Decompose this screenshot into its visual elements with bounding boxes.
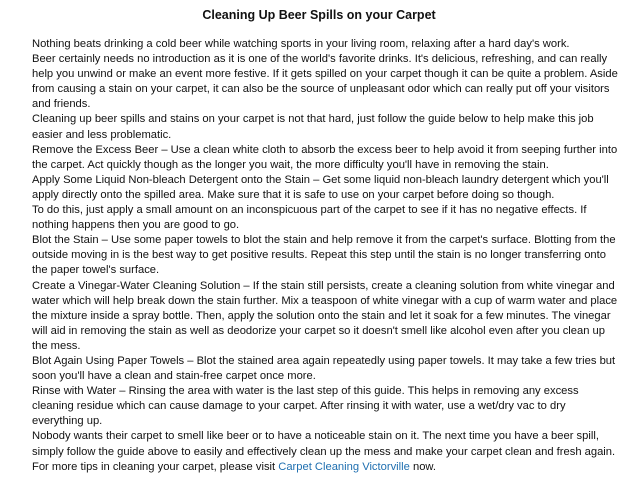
paragraph-closing (32, 460, 620, 475)
paragraph-test-detergent: To do this, just apply a small amount on an inconspicuous part of the carpet to see if it has no negative effects. If nothing happens then you are good to go. (32, 204, 587, 232)
paragraph-guide-intro: Cleaning up beer spills and stains on your carpet is not that hard, just follow the guide below to help make this job easier and less problematic. (32, 113, 594, 141)
paragraph-blot-again: Blot Again Using Paper Towels – Blot the stained area again repeatedly using paper towels. It may take a few tries but soon you'll have a clean and stain-free carpet once more. (32, 354, 616, 383)
page-title: Cleaning Up Beer Spills on your Carpet (202, 8, 436, 22)
paragraph-intro: Nothing beats drinking a cold beer while watching sports in your living room, relaxing after a hard day's work. (32, 38, 570, 50)
closing-prefix: For more tips in cleaning your carpet, please visit (32, 460, 279, 473)
paragraph-beer-intro: Beer certainly needs no introduction as it is one of the world's favorite drinks. It's delicious, refreshing, and can really help you unwind or make an event more festive. If it gets spilled on your carpet though it can be quite a problem. Aside from causing a stain on your carpet, it can also be the source of unpleasant odor which can really put off your visitors and friends. (32, 53, 618, 111)
paragraph-conclusion: Nobody wants their carpet to smell like beer or to have a noticeable stain on it. The next time you have a beer spill, simply follow the guide above to easily and effectively clean up the mess and make your carpet clean and fresh again. (32, 430, 616, 458)
closing-suffix: now. (409, 460, 436, 473)
carpet-cleaning-link[interactable]: Carpet Cleaning Victorville (278, 460, 410, 473)
paragraph-apply-detergent: Apply Some Liquid Non-bleach Detergent onto the Stain – Get some liquid non-bleach laundry detergent which you'll apply directly onto the spilled area. Make sure that it is safe to use on your carpet before doing so though. (32, 173, 609, 201)
paragraph-vinegar-solution: Create a Vinegar-Water Cleaning Solution – If the stain still persists, create a cleaning solution from white vinegar and water which will help break down the stain further. Mix a teaspoon of white vinegar with a cup of warm water and place the mixture inside a spray bottle. Then, apply the solution onto the stain and let it soak for a few minutes. The vinegar will aid in removing the stain as well as deodorize your carpet so it doesn't smell like alcohol even after you clean up the mess. (32, 279, 618, 352)
paragraph-blot-stain: Blot the Stain – Use some paper towels to blot the stain and help remove it from the carpet's surface. Blotting from the outside moving in is the best way to get positive results. Repeat this step until the stain is no longer transferring onto the paper towel's surface. (32, 234, 616, 277)
paragraph-remove-excess: Remove the Excess Beer – Use a clean white cloth to absorb the excess beer to help avoid it from seeping further into the carpet. Act quickly though as the longer you wait, the more difficulty you'll have in removing the stain. (32, 143, 618, 171)
paragraph-rinse: Rinse with Water – Rinsing the area with water is the last step of this guide. This helps in removing any excess cleaning residue which can cause damage to your carpet. After rinsing it with water, use a wet/dry vac to dry everything up. (32, 385, 579, 428)
article-body (32, 37, 620, 475)
